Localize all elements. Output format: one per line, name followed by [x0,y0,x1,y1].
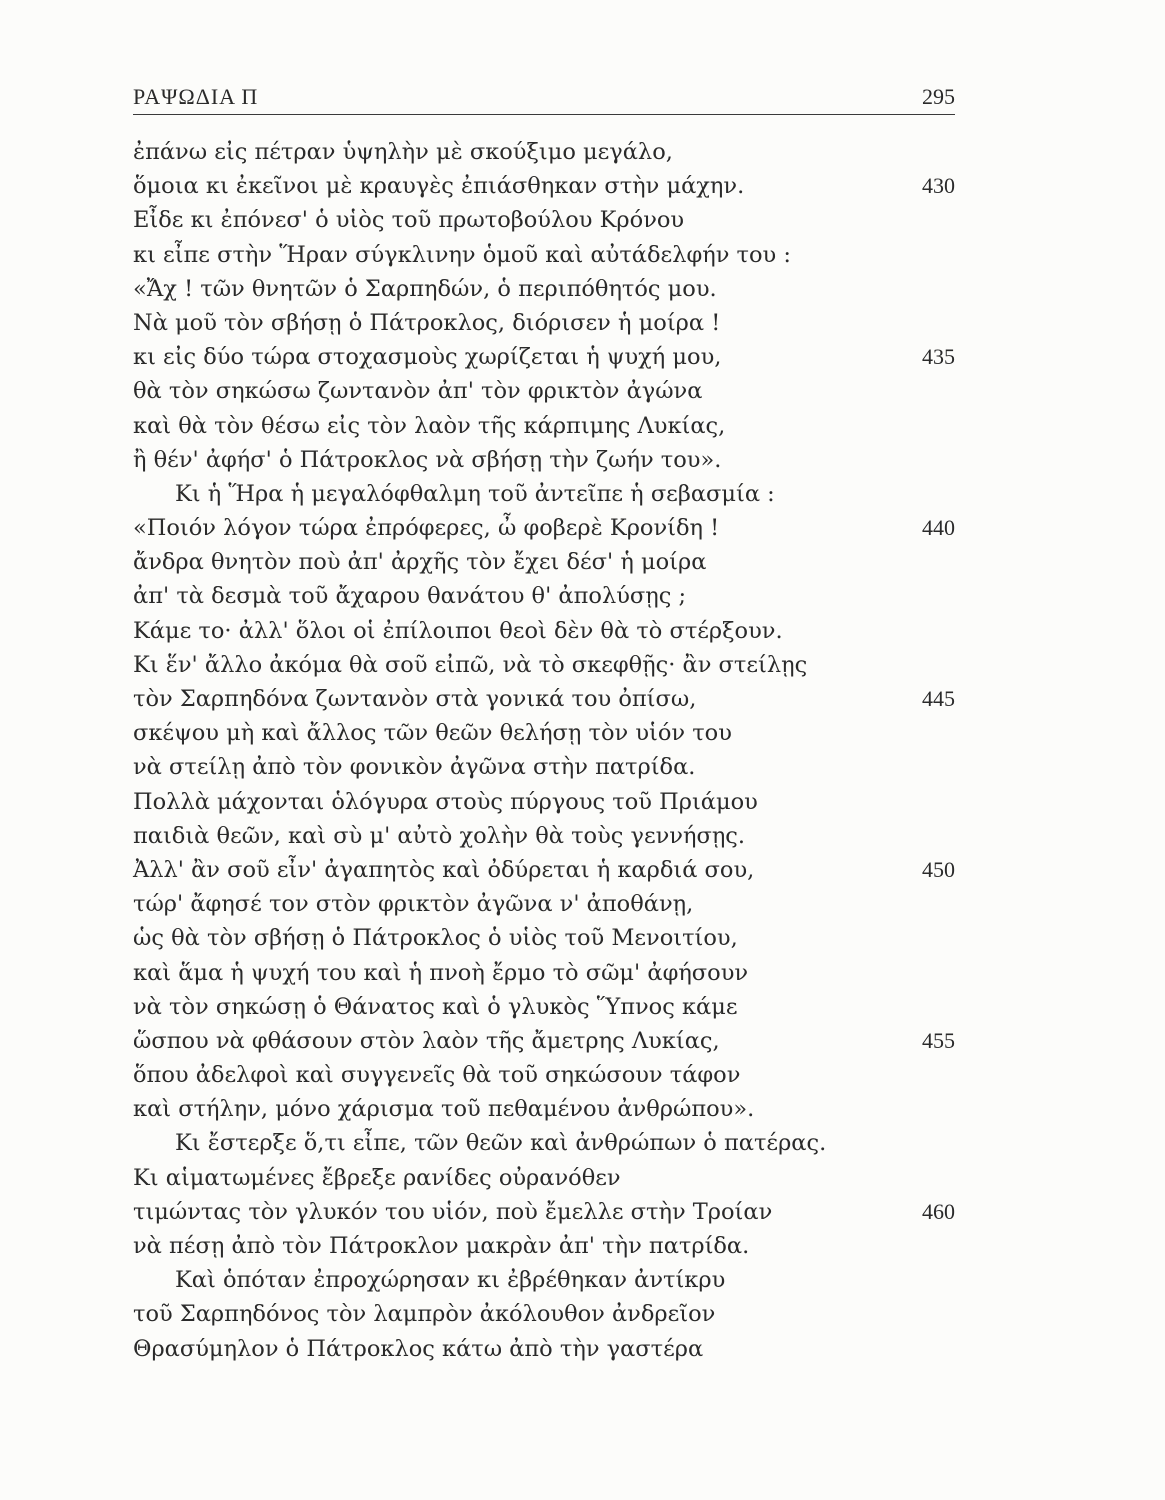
verse-line [133,887,955,921]
verse-line [133,203,955,237]
verse-text: τιμώντας τὸν γλυκόν του υἱόν, ποὺ ἔμελλε στὴν Τροίαν [133,1198,773,1225]
verse-line [133,819,955,853]
verse-text: Πολλὰ μάχονται ὁλόγυρα στοὺς πύργους τοῦ Πριάμου [133,788,758,815]
verse-line [133,785,955,819]
verse-text: παιδιὰ θεῶν, καὶ σὺ μ' αὐτὸ χολὴν θὰ τοὺς γεννήσῃς. [133,822,746,849]
verse-line [133,1297,955,1331]
line-number: 430 [922,173,955,199]
verse-line [133,1195,955,1229]
verse-text: τώρ' ἄφησέ τον στὸν φρικτὸν ἀγῶνα ν' ἀποθάνῃ, [133,891,694,918]
verse-line [133,990,955,1024]
verse-line [133,238,955,272]
verse-line [133,853,955,887]
verse-line [133,409,955,443]
verse-text: ἄνδρα θνητὸν ποὺ ἀπ' ἀρχῆς τὸν ἔχει δέσ' ἡ μοίρα [133,549,707,576]
verse-line [133,1092,955,1126]
verse-line [133,545,955,579]
verse-line [133,306,955,340]
verse-line [133,511,955,545]
verse-line [133,1058,955,1092]
verse-line [133,1229,955,1263]
verse-line [133,682,955,716]
verse-line [133,340,955,374]
verse-text: ὡς θὰ τὸν σβήσῃ ὁ Πάτροκλος ὁ υἱὸς τοῦ Μενοιτίου, [133,925,738,952]
verse-text: ἀπ' τὰ δεσμὰ τοῦ ἄχαρου θανάτου θ' ἀπολύσῃς ; [133,583,687,610]
verse-text: Ἀλλ' ἂν σοῦ εἶν' ἀγαπητὸς καὶ ὀδύρεται ἡ καρδιά σου, [133,856,755,883]
verse-line [133,477,955,511]
verse-line [133,921,955,955]
verse-text: τοῦ Σαρπηδόνος τὸν λαμπρὸν ἀκόλουθον ἀνδρεῖον [133,1301,716,1328]
verse-line [133,1126,955,1160]
verse-line [133,135,955,169]
verse-text: κι εἶπε στὴν Ἥραν σύγκλινην ὁμοῦ καὶ αὐτάδελφήν του : [133,241,791,268]
page-number: 295 [922,84,955,109]
verse-line [133,272,955,306]
verse-line [133,716,955,750]
verse-text: θὰ τὸν σηκώσω ζωντανὸν ἀπ' τὸν φρικτὸν ἀγώνα [133,378,703,405]
verse-line [133,1024,955,1058]
running-title: ΡΑΨΩΔΙΑ Π [133,84,259,109]
verse-text: «Ἄχ ! τῶν θνητῶν ὁ Σαρπηδών, ὁ περιπόθητός μου. [133,275,717,302]
page-header [133,78,955,115]
verse-text: Νὰ μοῦ τὸν σβήσῃ ὁ Πάτροκλος, διόρισεν ἡ μοίρα ! [133,309,721,336]
verse-text: ὅμοια κι ἐκεῖνοι μὲ κραυγὲς ἐπιάσθηκαν στὴν μάχην. [133,173,745,200]
line-number: 445 [922,686,955,711]
verse-line [133,1161,955,1195]
verse-text: καὶ ἅμα ἡ ψυχή του καὶ ἡ πνοὴ ἔρμο τὸ σῶμ' ἀφήσουν [133,959,749,986]
verse-text: σκέψου μὴ καὶ ἄλλος τῶν θεῶν θελήσῃ τὸν υἱόν του [133,720,732,747]
verse-line [133,750,955,784]
verse-text: Κι ἕν' ἄλλο ἀκόμα θὰ σοῦ εἰπῶ, νὰ τὸ σκεφθῇς· ἂν στείλῃς [133,651,808,678]
verse-line [133,374,955,408]
line-number: 455 [922,1027,955,1053]
verse-line [133,956,955,990]
verse-block [133,135,955,1366]
verse-text: ὥσπου νὰ φθάσουν στὸν λαὸν τῆς ἄμετρης Λυκίας, [133,1027,720,1054]
verse-line [133,1263,955,1297]
verse-text: νὰ στείλῃ ἀπὸ τὸν φονικὸν ἀγῶνα στὴν πατρίδα. [133,754,696,781]
line-number: 460 [922,1198,955,1224]
verse-text: νὰ τὸν σηκώσῃ ὁ Θάνατος καὶ ὁ γλυκὸς Ὕπνος κάμε [133,993,738,1020]
verse-text: «Ποιόν λόγον τώρα ἐπρόφερες, ὦ φοβερὲ Κρονίδη ! [133,515,720,542]
verse-text: νὰ πέσῃ ἀπὸ τὸν Πάτροκλον μακρὰν ἀπ' τὴν πατρίδα. [133,1233,750,1259]
verse-text: ἢ θέν' ἀφήσ' ὁ Πάτροκλος νὰ σβήσῃ τὴν ζωήν του». [133,446,722,473]
line-number: 450 [922,856,955,882]
verse-text: τὸν Σαρπηδόνα ζωντανὸν στὰ γονικά του ὀπίσω, [133,686,697,712]
verse-line [133,443,955,477]
verse-text: Κι ἡ Ἥρα ἡ μεγαλόφθαλμη τοῦ ἀντεῖπε ἡ σεβασμία : [175,480,775,507]
verse-line [133,1332,955,1366]
verse-text: Θρασύμηλον ὁ Πάτροκλος κάτω ἀπὸ τὴν γαστέρα [133,1335,704,1362]
verse-text: καὶ θὰ τὸν θέσω εἰς τὸν λαὸν τῆς κάρπιμης Λυκίας, [133,412,726,439]
line-number: 435 [922,344,955,370]
verse-line [133,648,955,682]
verse-text: ὅπου ἀδελφοὶ καὶ συγγενεῖς θὰ τοῦ σηκώσουν τάφον [133,1062,741,1089]
line-number: 440 [922,515,955,541]
verse-text: Κι ἔστερξε ὅ,τι εἶπε, τῶν θεῶν καὶ ἀνθρώπων ὁ πατέρας. [175,1130,827,1157]
verse-line [133,579,955,613]
verse-text: Κάμε το· ἀλλ' ὅλοι οἱ ἐπίλοιποι θεοὶ δὲν θὰ τὸ στέρξουν. [133,617,783,644]
verse-text: ἐπάνω εἰς πέτραν ὑψηλὴν μὲ σκούξιμο μεγάλο, [133,139,673,165]
verse-text: Κι αἱματωμένες ἔβρεξε ρανίδες οὐρανόθεν [133,1164,621,1191]
verse-text: καὶ στήλην, μόνο χάρισμα τοῦ πεθαμένου ἀνθρώπου». [133,1096,755,1123]
verse-text: κι εἰς δύο τώρα στοχασμοὺς χωρίζεται ἡ ψυχή μου, [133,344,722,371]
verse-line [133,169,955,203]
verse-line [133,614,955,648]
verse-text: Καὶ ὁπόταν ἐπροχώρησαν κι ἐβρέθηκαν ἀντίκρυ [175,1267,726,1294]
verse-text: Εἶδε κι ἐπόνεσ' ὁ υἱὸς τοῦ πρωτοβούλου Κρόνου [133,207,685,234]
